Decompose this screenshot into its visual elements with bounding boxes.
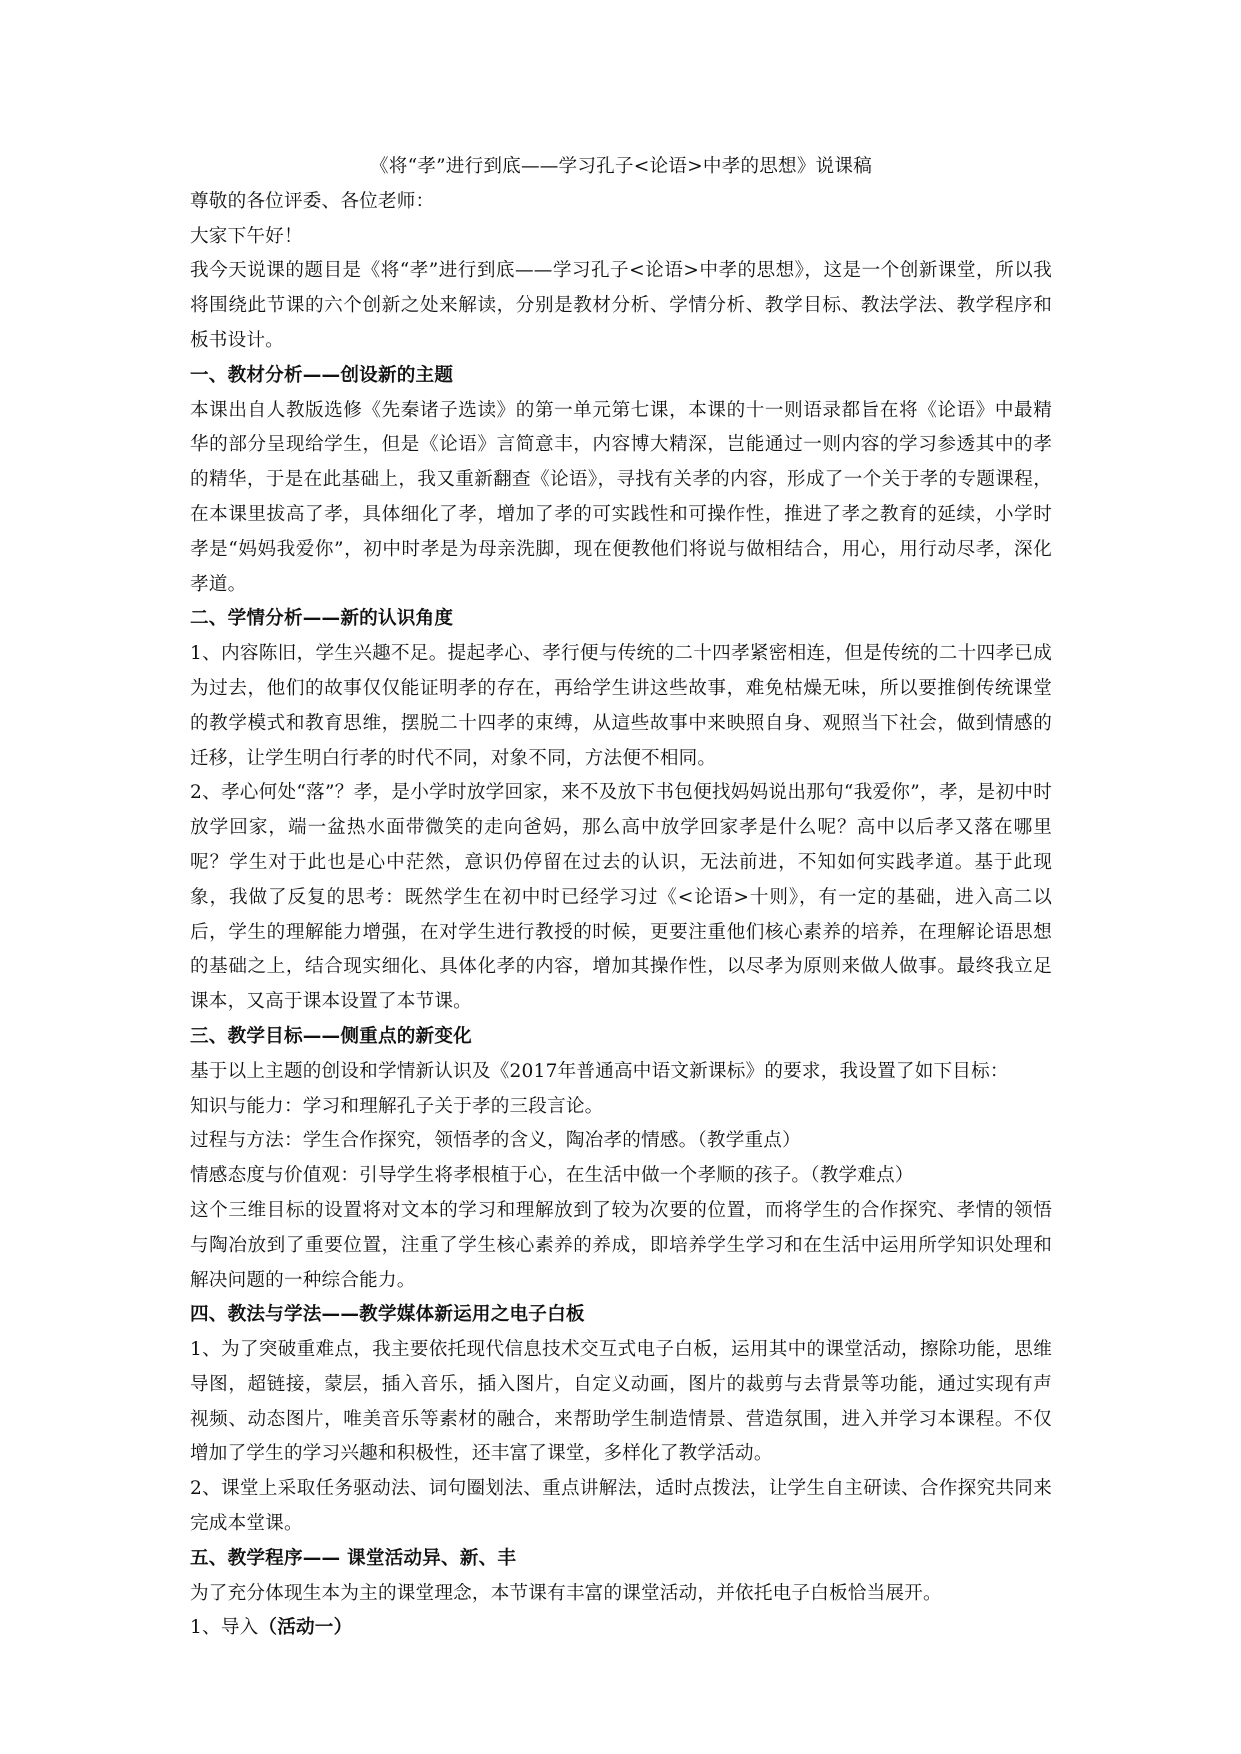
section-heading: 一、教材分析——创设新的主题 xyxy=(190,364,454,386)
section-heading: 四、教法与学法——教学媒体新运用之电子白板 xyxy=(190,1304,585,1326)
goal-label: 知识与能力： xyxy=(190,1095,303,1117)
goal-text: 学生合作探究，领悟孝的含义，陶冶孝的情感。（教学重点） xyxy=(302,1130,801,1152)
greeting-line: 尊敬的各位评委、各位老师： xyxy=(190,190,435,212)
section-paragraph: 基于以上主题的创设和学情新认识及《2017年普通高中语文新课标》的要求，我设置了如下目标： xyxy=(190,1060,1009,1082)
document-title: 《将“孝”进行到底——学习孔子<论语>中孝的思想》说课稿 xyxy=(369,156,873,177)
goal-line xyxy=(190,1159,1052,1194)
section-paragraph: 这个三维目标的设置将对文本的学习和理解放到了较为次要的位置，而将学生的合作探究、孝情的领悟与陶冶放到了重要位置，注重了学生核心素养的养成，即培养学生学习和在生活中运用所学知识处理和解决问题的一种综合能力。 xyxy=(190,1199,1052,1291)
goal-label: 过程与方法： xyxy=(190,1130,303,1152)
section-paragraph: 1、为了突破重难点，我主要依托现代信息技术交互式电子白板，运用其中的课堂活动，擦除功能，思维导图，超链接，蒙层，插入音乐，插入图片，自定义动画，图片的裁剪与去背景等功能，通过实现有声视频、动态图片，唯美音乐等素材的融合，来帮助学生制造情景、营造氛围，进入并学习本课程。不仅增加了学生的学习兴趣和积极性，还丰富了课堂，多样化了教学活动。 xyxy=(190,1339,1052,1465)
intro-paragraph: 我今天说课的题目是《将“孝”进行到底——学习孔子<论语>中孝的思想》，这是一个创新课堂，所以我将围绕此节课的六个创新之处来解读，分别是教材分析、学情分析、教学目标、教法学法、教学程序和板书设计。 xyxy=(190,260,1052,351)
goal-line xyxy=(190,1090,1052,1125)
goal-line xyxy=(190,1124,1052,1159)
section-heading: 五、教学程序—— 课堂活动异、新、丰 xyxy=(190,1547,517,1569)
section-paragraph: 2、课堂上采取任务驱动法、词句圈划法、重点讲解法，适时点拨法，让学生自主研读、合作探究共同来完成本堂课。 xyxy=(190,1478,1052,1535)
greeting-line: 大家下午好！ xyxy=(190,225,303,247)
document-body xyxy=(190,150,1052,1646)
list-item xyxy=(190,1611,1052,1646)
section-paragraph: 2、孝心何处“落”？孝，是小学时放学回家，来不及放下书包便找妈妈说出那句“我爱你”，孝，是初中时放学回家，端一盆热水面带微笑的走向爸妈，那么高中放学回家孝是什么呢？高中以后孝又落在哪里呢？学生对于此也是心中茫然，意识仍停留在过去的认识，无法前进，不知如何实践孝道。基于此现象，我做了反复的思考：既然学生在初中时已经学习过《<论语>十则》，有一定的基础，进入高二以后，学生的理解能力增强，在对学生进行教授的时候，更要注重他们核心素养的培养，在理解论语思想的基础之上，结合现实细化、具体化孝的内容，增加其操作性，以尽孝为原则来做人做事。最终我立足课本，又高于课本设置了本节课。 xyxy=(190,782,1052,1013)
section-paragraph: 本课出自人教版选修《先秦诸子选读》的第一单元第七课，本课的十一则语录都旨在将《论语》中最精华的部分呈现给学生，但是《论语》言简意丰，内容博大精深，岂能通过一则内容的学习参透其中的孝的精华，于是在此基础上，我又重新翻查《论语》，寻找有关孝的内容，形成了一个关于孝的专题课程，在本课里拔高了孝，具体细化了孝，增加了孝的可实践性和可操作性，推进了孝之教育的延续，小学时孝是“妈妈我爱你”，初中时孝是为母亲洗脚，现在便教他们将说与做相结合，用心，用行动尽孝，深化孝道。 xyxy=(190,399,1052,595)
goal-text: 引导学生将孝根植于心，在生活中做一个孝顺的孩子。（教学难点） xyxy=(359,1165,914,1187)
goal-text: 学习和理解孔子关于孝的三段言论。 xyxy=(302,1095,604,1117)
section-paragraph: 1、内容陈旧，学生兴趣不足。提起孝心、孝行便与传统的二十四孝紧密相连，但是传统的二十四孝已成为过去，他们的故事仅仅能证明孝的存在，再给学生讲这些故事，难免枯燥无味，所以要推倒传统课堂的教学模式和教育思维，摆脱二十四孝的束缚，从這些故事中来映照自身、观照当下社会，做到情感的迁移，让学生明白行孝的时代不同，对象不同，方法便不相同。 xyxy=(190,643,1052,769)
section-heading: 二、学情分析——新的认识角度 xyxy=(190,608,454,630)
section-paragraph: 为了充分体现生本为主的课堂理念，本节课有丰富的课堂活动，并依托电子白板恰当展开。 xyxy=(190,1582,942,1604)
list-item-text: 1、导入 xyxy=(190,1617,259,1639)
goal-label: 情感态度与价值观： xyxy=(190,1165,360,1187)
activity-label: （活动一） xyxy=(258,1617,353,1639)
section-heading: 三、教学目标——侧重点的新变化 xyxy=(190,1025,472,1047)
